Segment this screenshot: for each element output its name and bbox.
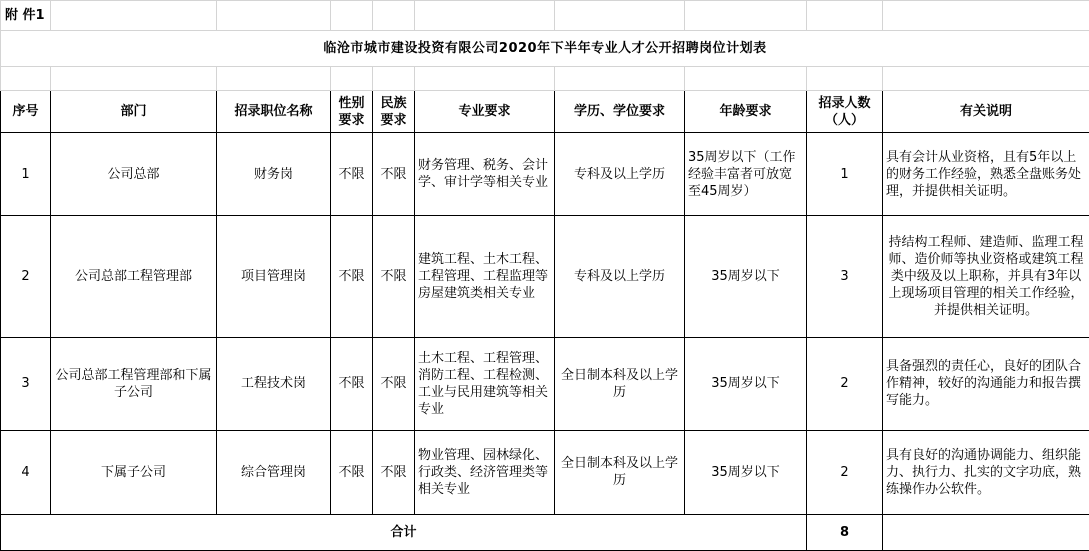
cell-ethnic[interactable]: 不限	[373, 338, 415, 430]
cell-gender[interactable]: 不限	[331, 338, 373, 430]
cell-seq[interactable]: 3	[1, 338, 51, 430]
blank-row	[1, 67, 1089, 91]
total-row	[1, 514, 1089, 550]
title-row	[1, 31, 1089, 67]
cell-education[interactable]: 全日制本科及以上学历	[555, 338, 685, 430]
cell-position[interactable]: 项目管理岗	[217, 215, 331, 337]
cell-seq[interactable]: 2	[1, 215, 51, 337]
cell-major[interactable]: 土木工程、工程管理、消防工程、工程检测、工业与民用建筑等相关专业	[415, 338, 555, 430]
cell-seq[interactable]: 1	[1, 133, 51, 215]
cell-count[interactable]: 2	[807, 338, 883, 430]
header-position[interactable]: 招录职位名称	[217, 91, 331, 133]
cell-age[interactable]: 35周岁以下	[685, 338, 807, 430]
cell-ethnic[interactable]: 不限	[373, 430, 415, 514]
header-education[interactable]: 学历、学位要求	[555, 91, 685, 133]
cell-ethnic[interactable]: 不限	[373, 133, 415, 215]
cell-dept[interactable]: 公司总部	[51, 133, 217, 215]
header-dept[interactable]: 部门	[51, 91, 217, 133]
cell-position[interactable]: 工程技术岗	[217, 338, 331, 430]
cell-education[interactable]: 专科及以上学历	[555, 215, 685, 337]
cell-gender[interactable]: 不限	[331, 133, 373, 215]
cell-count[interactable]: 1	[807, 133, 883, 215]
header-gender[interactable]: 性别要求	[331, 91, 373, 133]
cell-position[interactable]: 综合管理岗	[217, 430, 331, 514]
header-count[interactable]: 招录人数（人）	[807, 91, 883, 133]
cell-gender[interactable]: 不限	[331, 215, 373, 337]
header-major[interactable]: 专业要求	[415, 91, 555, 133]
cell-age[interactable]: 35周岁以下（工作经验丰富者可放宽至45周岁）	[685, 133, 807, 215]
cell-age[interactable]: 35周岁以下	[685, 215, 807, 337]
table-row	[1, 338, 1089, 430]
cell-major[interactable]: 财务管理、税务、会计学、审计学等相关专业	[415, 133, 555, 215]
cell-ethnic[interactable]: 不限	[373, 215, 415, 337]
cell-position[interactable]: 财务岗	[217, 133, 331, 215]
cell-education[interactable]: 专科及以上学历	[555, 133, 685, 215]
cell-count[interactable]: 3	[807, 215, 883, 337]
sheet-title[interactable]: 临沧市城市建设投资有限公司2020年下半年专业人才公开招聘岗位计划表	[1, 31, 1089, 67]
header-notes[interactable]: 有关说明	[883, 91, 1089, 133]
header-age[interactable]: 年龄要求	[685, 91, 807, 133]
cell-notes[interactable]: 持结构工程师、建造师、监理工程师、造价师等执业资格或建筑工程类中级及以上职称，并具有3年以上现场项目管理的相关工作经验，并提供相关证明。	[883, 215, 1089, 337]
header-row	[1, 91, 1089, 133]
cell-major[interactable]: 物业管理、园林绿化、行政类、经济管理类等相关专业	[415, 430, 555, 514]
total-label[interactable]: 合计	[1, 514, 807, 550]
table-row	[1, 430, 1089, 514]
annex-row	[1, 1, 1089, 31]
cell-count[interactable]: 2	[807, 430, 883, 514]
cell-seq[interactable]: 4	[1, 430, 51, 514]
total-count[interactable]: 8	[807, 514, 883, 550]
header-seq[interactable]: 序号	[1, 91, 51, 133]
cell-education[interactable]: 全日制本科及以上学历	[555, 430, 685, 514]
cell-notes[interactable]: 具备强烈的责任心，良好的团队合作精神，较好的沟通能力和报告撰写能力。	[883, 338, 1089, 430]
cell-notes[interactable]: 具有会计从业资格，且有5年以上的财务工作经验，熟悉全盘账务处理，并提供相关证明。	[883, 133, 1089, 215]
cell-dept[interactable]: 公司总部工程管理部	[51, 215, 217, 337]
cell-major[interactable]: 建筑工程、土木工程、工程管理、工程监理等房屋建筑类相关专业	[415, 215, 555, 337]
cell-notes[interactable]: 具有良好的沟通协调能力、组织能力、执行力、扎实的文字功底，熟练操作办公软件。	[883, 430, 1089, 514]
cell-dept[interactable]: 下属子公司	[51, 430, 217, 514]
cell-gender[interactable]: 不限	[331, 430, 373, 514]
cell-dept[interactable]: 公司总部工程管理部和下属子公司	[51, 338, 217, 430]
header-ethnic[interactable]: 民族要求	[373, 91, 415, 133]
table-row	[1, 215, 1089, 337]
cell-age[interactable]: 35周岁以下	[685, 430, 807, 514]
annex-label[interactable]: 附 件1	[1, 1, 51, 31]
table-row	[1, 133, 1089, 215]
